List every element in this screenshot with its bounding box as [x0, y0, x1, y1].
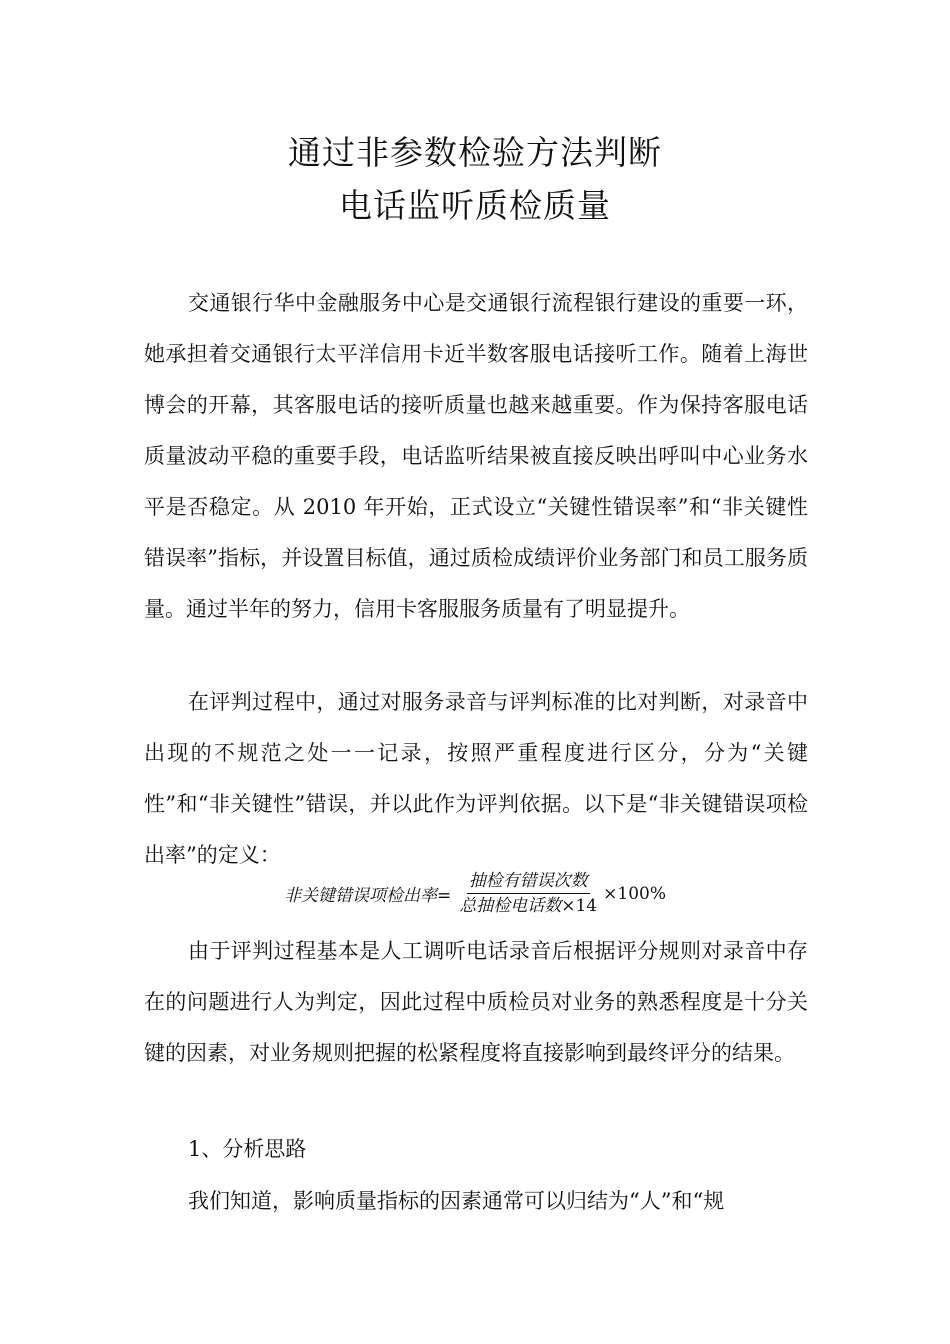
paragraph-judgment: 由于评判过程基本是人工调听电话录音后根据评分规则对录音中存在的问题进行人为判定，因此过程中质检员对业务的熟悉程度是十分关键的因素，对业务规则把握的松紧程度将直接影响到最终评分的结果。 [144, 939, 808, 1065]
formula-fraction [457, 870, 599, 917]
formula-lhs: 非关键错误项检出率= [284, 886, 452, 906]
document-title-line1: 通过非参数检验方法判断 [288, 133, 662, 172]
document-title-line2: 电话监听质检质量 [339, 186, 611, 225]
paragraph-factors: 我们知道，影响质量指标的因素通常可以归结为“人”和“规 [188, 1189, 725, 1213]
formula-tail: ×100% [603, 883, 666, 904]
paragraph-intro: 交通银行华中金融服务中心是交通银行流程银行建设的重要一环，她承担着交通银行太平洋信用卡近半数客服电话接听工作。随着上海世博会的开幕，其客服电话的接听质量也越来越重要。作为保持客服电话质量波动平稳的重要手段，电话监听结果被直接反映出呼叫中心业务水平是否稳定。从 2010 年开始，正式设立“关键性错误率”和“非关键性错误率”指标，并设置目标值，通过质检成绩评价业务部门和员工服务质量。通过半年的努力，信用卡客服服务质量有了明显提升。 [144, 291, 808, 621]
paragraph-evaluation: 在评判过程中，通过对服务录音与评判标准的比对判断，对录音中出现的不规范之处一一记录，按照严重程度进行区分，分为“关键性”和“非关键性”错误，并以此作为评判依据。以下是“非关键错误项检出率”的定义： [144, 690, 808, 867]
formula-denominator-factor: ×14 [561, 896, 598, 916]
formula-denominator [457, 894, 599, 917]
formula-denominator-text: 总抽检电话数 [459, 896, 562, 916]
section-heading-analysis: 1、分析思路 [188, 1137, 307, 1161]
formula-error-rate [0, 870, 950, 917]
formula-numerator: 抽检有错误次数 [467, 870, 590, 894]
